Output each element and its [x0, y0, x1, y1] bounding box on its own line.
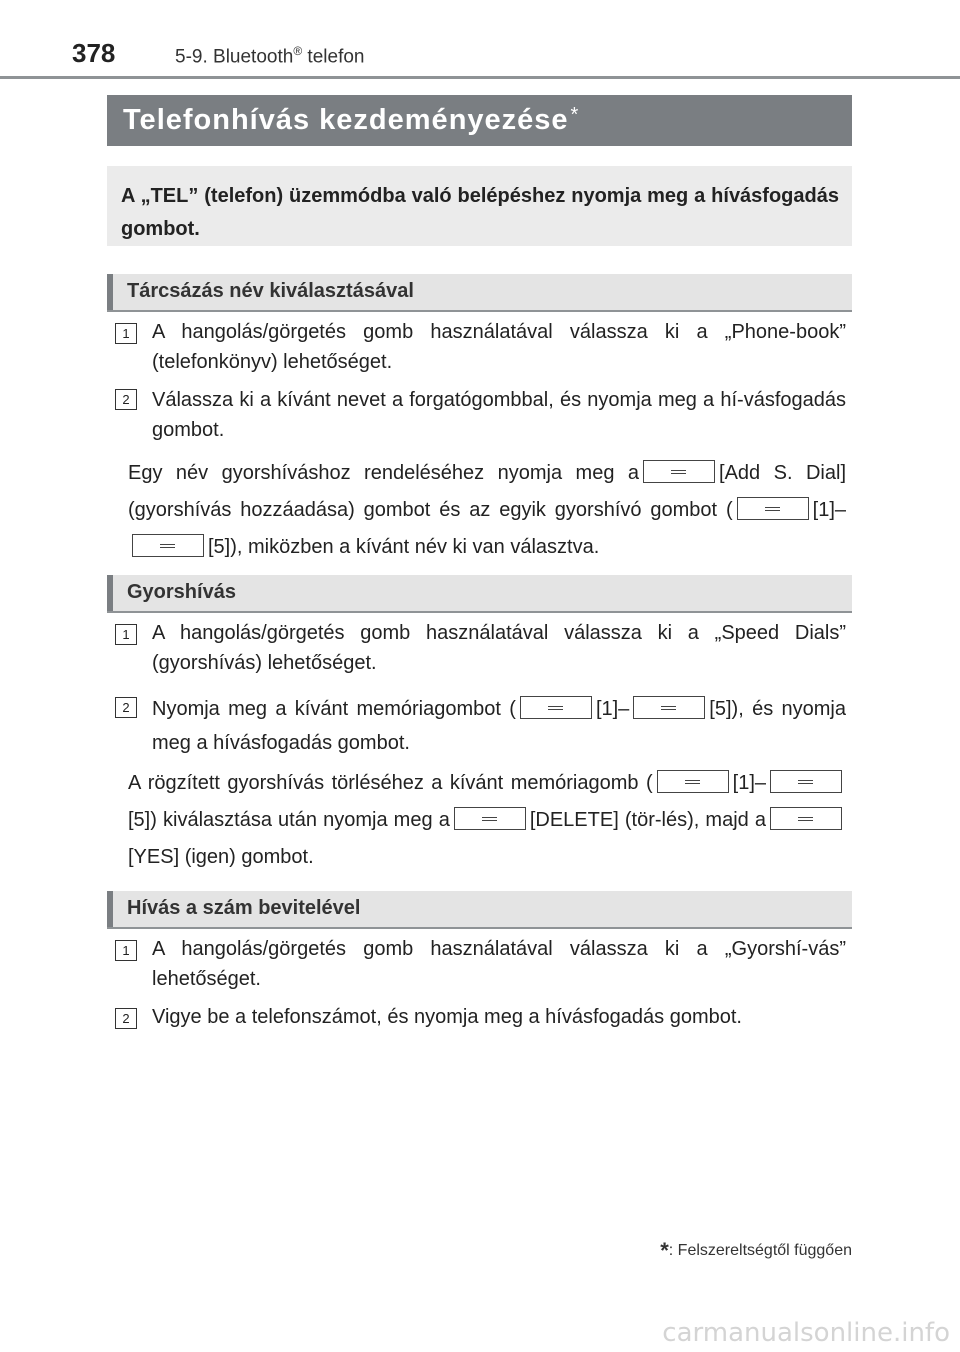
step-number-badge: 2 [115, 697, 137, 718]
note-text: [5]) kiválasztása után nyomja meg a [128, 809, 450, 831]
section-note [128, 765, 846, 876]
page-title-bar [107, 95, 852, 146]
watermark: carmanualsonline.info [662, 1318, 950, 1348]
section-note [128, 455, 846, 566]
section-heading-dial-by-number [107, 891, 852, 929]
step-number-badge: 1 [115, 940, 137, 961]
intro-text: A „TEL” (telefon) üzemmódba való belépéshez nyomja meg a hívásfogadás gombot. [121, 185, 839, 240]
section-heading-label: Tárcsázás név kiválasztásával [127, 280, 414, 302]
screen-button-icon [770, 770, 842, 793]
step-text: Vigye be a telefonszámot, és nyomja meg a hívásfogadás gombot. [152, 1006, 742, 1028]
screen-button-icon [657, 770, 729, 793]
note-text: [5]), miközben a kívánt név ki van választva. [208, 536, 600, 558]
section-heading-bar [107, 274, 113, 310]
footnote [660, 1238, 852, 1264]
screen-button-icon [633, 696, 705, 719]
section-heading-dial-by-name [107, 274, 852, 312]
screen-button-icon [643, 460, 715, 483]
registered-mark: ® [293, 44, 303, 58]
step-text-part: Nyomja meg a kívánt memóriagombot ( [152, 698, 516, 720]
section-heading-bar [107, 891, 113, 927]
note-text: [YES] (igen) gombot. [128, 846, 314, 868]
section-path [175, 44, 364, 68]
screen-button-icon [737, 497, 809, 520]
screen-button-icon [770, 807, 842, 830]
note-text: Egy név gyorshíváshoz rendeléséhez nyomja meg a [128, 462, 640, 484]
step-text: Válassza ki a kívánt nevet a forgatógombbal, és nyomja meg a hí-vásfogadás gombot. [152, 389, 846, 441]
section-path-prefix: 5-9. Bluetooth [175, 46, 294, 68]
note-text: [Add S. Dial] (gyorshívás hozzáadása) gombot és az egyik gyorshívó gombot ( [128, 462, 847, 521]
header-divider [0, 76, 960, 79]
page-title-text: Telefonhívás kezdeményezése [123, 104, 569, 136]
page-header [0, 0, 960, 80]
screen-button-icon [132, 534, 204, 557]
screen-button-icon [454, 807, 526, 830]
asterisk-icon: * [570, 104, 580, 126]
step-text: A hangolás/görgetés gomb használatával válassza ki a „Speed Dials” (gyorshívás) lehetőséget. [152, 622, 846, 674]
step-text [152, 692, 846, 760]
section-heading-bar [107, 575, 113, 611]
page-number: 378 [72, 38, 116, 68]
note-text: A rögzített gyorshívás törléséhez a kívánt memóriagomb ( [128, 772, 653, 794]
step-text-part: [5]), és nyomja meg a hívásfogadás gombot. [152, 698, 846, 754]
note-text: [DELETE] (tör-lés), majd a [529, 809, 766, 831]
asterisk-icon: * [660, 1238, 669, 1263]
note-text: [1]– [812, 499, 846, 521]
step-text: A hangolás/görgetés gomb használatával válassza ki a „Phone-book” (telefonkönyv) lehetőséget. [152, 321, 846, 373]
step-number-badge: 1 [115, 624, 137, 645]
section-heading-label: Gyorshívás [127, 581, 236, 603]
note-text: [1]– [732, 772, 766, 794]
step-number-badge: 2 [115, 389, 137, 410]
page-title [123, 104, 579, 137]
intro-box [107, 166, 852, 246]
section-path-suffix: telefon [302, 46, 365, 68]
section-heading-speed-dial [107, 575, 852, 613]
step-number-badge: 2 [115, 1008, 137, 1029]
step-text: A hangolás/görgetés gomb használatával válassza ki a „Gyorshí-vás” lehetőséget. [152, 938, 846, 990]
step-text-part: [1]– [595, 698, 630, 720]
footnote-text: : Felszereltségtől függően [668, 1242, 852, 1259]
section-heading-label: Hívás a szám bevitelével [127, 897, 361, 919]
step-number-badge: 1 [115, 323, 137, 344]
screen-button-icon [520, 696, 592, 719]
